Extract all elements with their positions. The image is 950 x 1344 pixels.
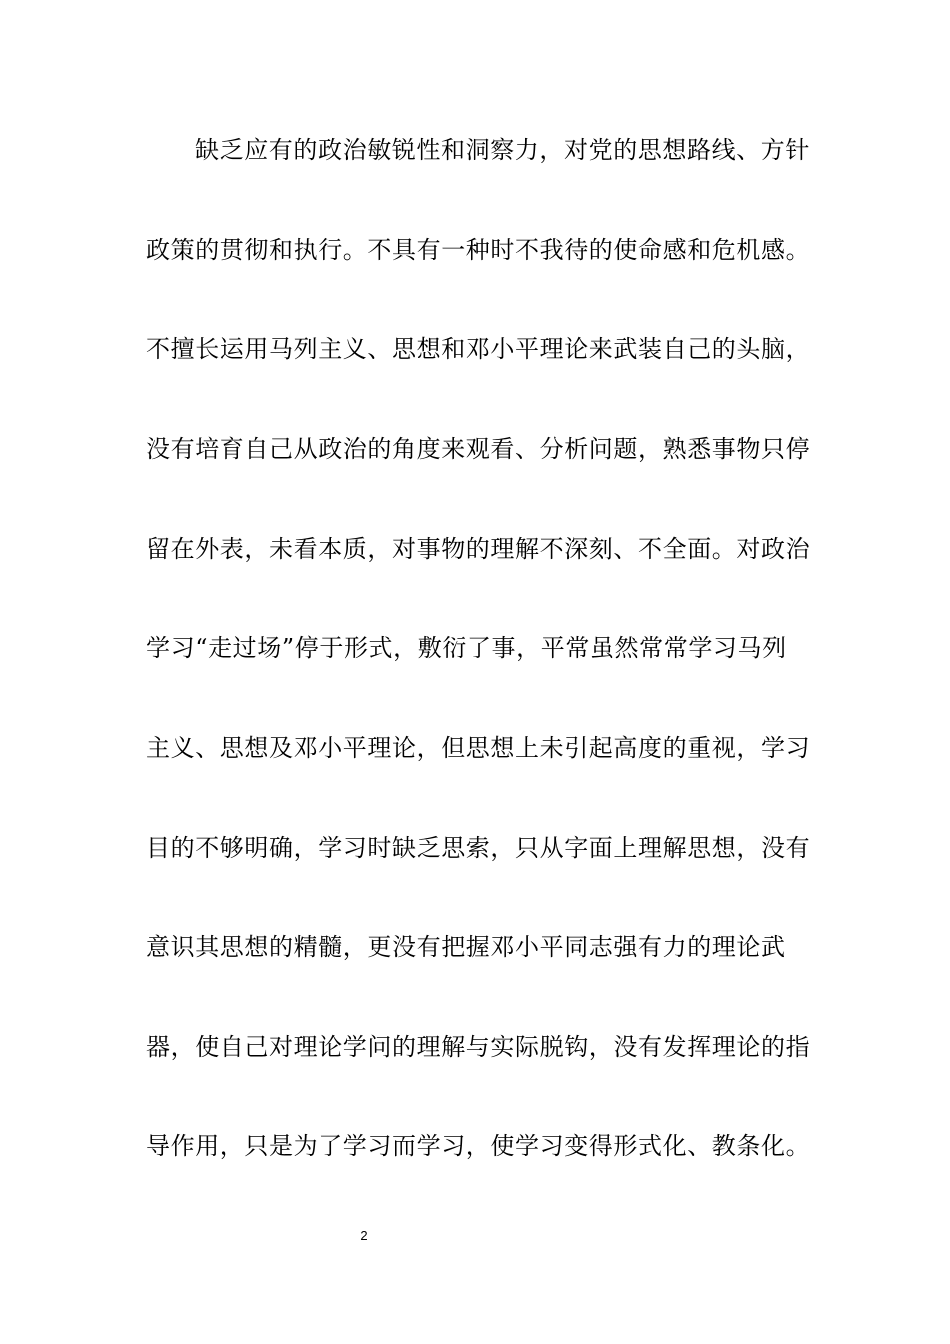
paragraph-line: 目的不够明确，学习时缺乏思索，只从字面上理解思想，没有 (146, 834, 811, 862)
paragraph-line: 政策的贯彻和执行。不具有一种时不我待的使命感和危机感。 (146, 236, 811, 264)
paragraph-line: 器，使自己对理论学问的理解与实际脱钩，没有发挥理论的指 (146, 1033, 811, 1061)
paragraph-line: 不擅长运用马列主义、思想和邓小平理论来武装自己的头脑， (146, 335, 811, 363)
paragraph-line: 留在外表，未看本质，对事物的理解不深刻、不全面。对政治 (146, 535, 811, 563)
paragraph-line: 导作用，只是为了学习而学习，使学习变得形式化、教条化。 (146, 1132, 811, 1160)
page-number: 2 (360, 1228, 368, 1243)
paragraph-line: 缺乏应有的政治敏锐性和洞察力，对党的思想路线、方针 (195, 136, 810, 164)
paragraph-line: 没有培育自己从政治的角度来观看、分析问题，熟悉事物只停 (146, 435, 811, 463)
paragraph-line: 学习“走过场”停于形式，敷衍了事，平常虽然常常学习马列 (146, 634, 787, 662)
paragraph-line: 主义、思想及邓小平理论，但思想上未引起高度的重视，学习 (146, 734, 811, 762)
paragraph-line: 意识其思想的精髓，更没有把握邓小平同志强有力的理论武 (146, 933, 786, 961)
